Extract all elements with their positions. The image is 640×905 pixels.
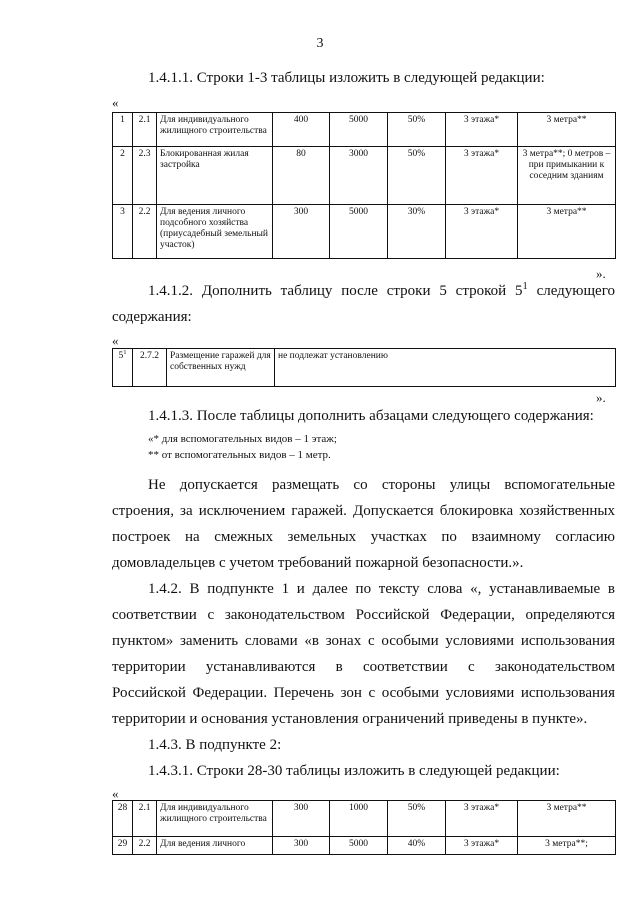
table-cell: 3 (113, 205, 133, 259)
table-cell (113, 349, 133, 387)
text-span: 1.4.1.2. Дополнить таблицу после строки 5 строкой 5 (148, 283, 523, 299)
table-cell: 50% (388, 801, 446, 837)
paragraph-1-4-2-line-2: соответствии с законодательством Российской Федерации, определяются (112, 607, 615, 623)
close-quote-2: ». (596, 390, 606, 405)
paragraph-1-4-1-1: 1.4.1.1. Строки 1-3 таблицы изложить в следующей редакции: (148, 70, 545, 86)
paragraph-1-4-2-line-5: Российской Федерации. Перечень зон с особыми условиями использования (112, 685, 615, 701)
table-cell: 50% (388, 113, 446, 147)
paragraph-ne-line-4: домовладельцев с учетом требований пожарной безопасности.». (112, 555, 524, 571)
table-cell: 1000 (330, 801, 388, 837)
table-cell: 2.1 (133, 801, 157, 837)
footnote-line-1: «* для вспомогательных видов – 1 этаж; (148, 433, 337, 445)
table-row (113, 147, 616, 205)
table-cell: 80 (273, 147, 330, 205)
open-quote-2: « (112, 333, 119, 348)
open-quote-3: « (112, 786, 119, 801)
table-cell: Для индивидуального жилищного строительства (157, 113, 273, 147)
table-cell: 50% (388, 147, 446, 205)
table-cell: 28 (113, 801, 133, 837)
paragraph-ne-line-3: построек на смежных земельных участках по взаимному согласию (112, 529, 615, 545)
table-cell: 3 этажа* (446, 205, 518, 259)
footnote-line-2: ** от вспомогательных видов – 1 метр. (148, 449, 331, 461)
table-cell: 400 (273, 113, 330, 147)
table-row (113, 801, 616, 837)
close-quote-1: ». (596, 266, 606, 281)
table-cell: 5000 (330, 205, 388, 259)
paragraph-1-4-2-line-3: пунктом» заменить словами «в зонах с особыми условиями использования (112, 633, 615, 649)
table-row (113, 113, 616, 147)
paragraph-1-4-3-1: 1.4.3.1. Строки 28-30 таблицы изложить в следующей редакции: (148, 763, 560, 779)
table-cell: Для индивидуального жилищного строительства (157, 801, 273, 837)
table-cell: 300 (273, 837, 330, 855)
table-cell: 30% (388, 205, 446, 259)
table-cell: 2 (113, 147, 133, 205)
paragraph-1-4-1-2-line2: содержания: (112, 309, 192, 325)
table-cell: 3 метра**; (518, 837, 616, 855)
table-cell: 1 (113, 113, 133, 147)
table-cell: 2.7.2 (133, 349, 167, 387)
paragraph-1-4-2-line-4: территории устанавливаются в соответствии с законодательством (112, 659, 615, 675)
table-cell: 2.2 (133, 205, 157, 259)
paragraph-1-4-1-2-line1 (148, 281, 615, 301)
table-cell: 2.1 (133, 113, 157, 147)
paragraph-ne-line-2: строения, за исключением гаражей. Допускается блокировка хозяйственных (112, 503, 615, 519)
table-cell: Для ведения личного подсобного хозяйства (приусадебный земельный участок) (157, 205, 273, 259)
table-cell: 3 метра**; 0 метров – при примыкании к соседним зданиям (518, 147, 616, 205)
table-cell: 3000 (330, 147, 388, 205)
paragraph-1-4-2-line-1: 1.4.2. В подпункте 1 и далее по тексту слова «, устанавливаемые в (148, 581, 615, 597)
table-cell: 2.3 (133, 147, 157, 205)
superscript: 1 (123, 348, 127, 356)
table-row (113, 349, 616, 387)
table-cell: 3 этажа* (446, 801, 518, 837)
table-row (113, 837, 616, 855)
table-cell: Для ведения личного (157, 837, 273, 855)
paragraph-1-4-3: 1.4.3. В подпункте 2: (148, 737, 282, 753)
paragraph-1-4-2-line-6: территории и основания установления ограничений приведены в пункте». (112, 711, 588, 727)
table-cell: Блокированная жилая застройка (157, 147, 273, 205)
table-cell: не подлежат установлению (275, 349, 616, 387)
paragraph-ne-line-1: Не допускается размещать со стороны улицы вспомогательные (148, 477, 615, 493)
table-row (113, 205, 616, 259)
table-cell: Размещение гаражей для собственных нужд (167, 349, 275, 387)
table-cell: 300 (273, 205, 330, 259)
open-quote-1: « (112, 95, 119, 110)
text-span: 5 (118, 351, 124, 361)
table-row-5-1 (112, 348, 616, 387)
table-cell: 300 (273, 801, 330, 837)
table-cell: 3 метра** (518, 113, 616, 147)
table-cell: 3 этажа* (446, 837, 518, 855)
table-rows-1-3 (112, 112, 616, 259)
paragraph-1-4-1-3: 1.4.1.3. После таблицы дополнить абзацами следующего содержания: (148, 408, 594, 424)
table-cell: 3 метра** (518, 205, 616, 259)
table-cell: 5000 (330, 837, 388, 855)
table-cell: 3 этажа* (446, 113, 518, 147)
page-number: 3 (316, 36, 324, 51)
table-cell: 5000 (330, 113, 388, 147)
table-cell: 29 (113, 837, 133, 855)
table-rows-28-30 (112, 800, 616, 855)
table-cell: 40% (388, 837, 446, 855)
table-cell: 3 этажа* (446, 147, 518, 205)
table-cell: 3 метра** (518, 801, 616, 837)
table-cell: 2.2 (133, 837, 157, 855)
text-span: следующего (527, 283, 615, 299)
superscript: 1 (522, 281, 528, 292)
